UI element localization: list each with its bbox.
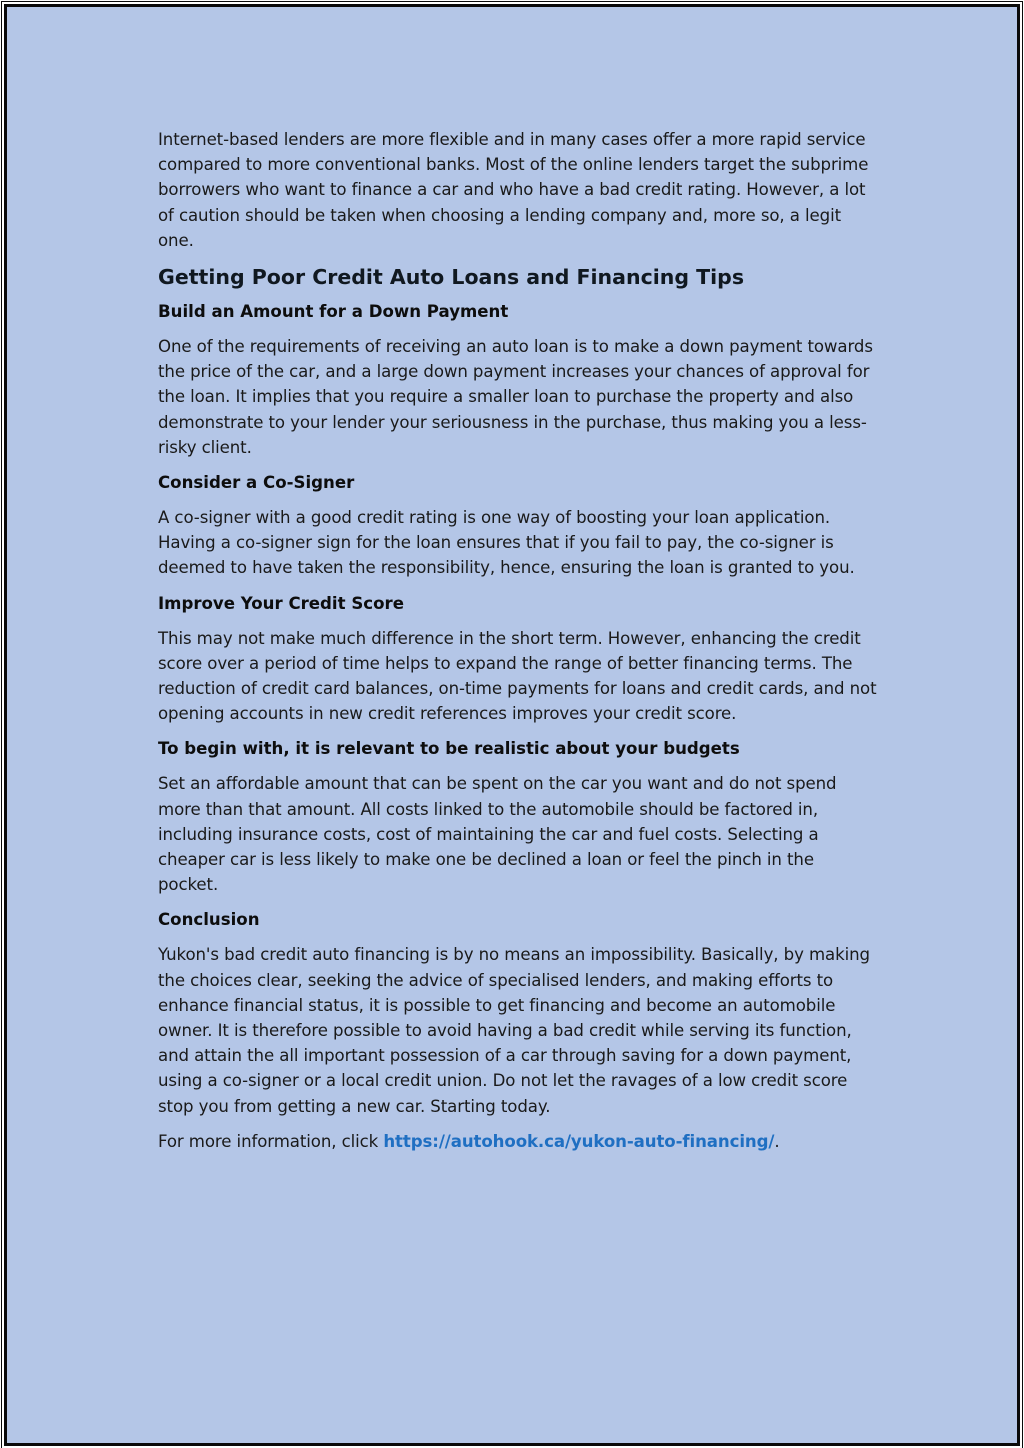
intro-paragraph: Internet-based lenders are more flexible and in many cases offer a more rapid service compared to more conventional banks. Most of the online lenders target the subprime borrowers who want to finance a car and who have a bad credit rating. However, a lot of caution should be taken when choosing a lending company and, more so, a legit one. [158, 130, 869, 250]
section-body-budgets: Set an affordable amount that can be spent on the car you want and do not spend more than that amount. All costs linked to the automobile should be factored in, including insurance costs, cost of maintaining the car and fuel costs. Selecting a cheaper car is less likely to make one be declined a loan or feel the pinch in the pocket. [158, 774, 837, 895]
document-page [4, 4, 1020, 1446]
section-body-co-signer: A co-signer with a good credit rating is one way of boosting your loan application. Having a co-signer sign for the loan ensures that if you fail to pay, the co-signer is deemed to have taken the responsibility, hence, ensuring the loan is granted to you. [158, 508, 855, 578]
document-content [158, 127, 878, 1164]
section-body-credit-score: This may not make much difference in the short term. However, enhancing the credit score over a period of time helps to expand the range of better financing terms. The reduction of credit card balances, on-time payments for loans and credit cards, and not opening accounts in new credit references improves your credit score. [158, 628, 877, 724]
main-heading: Getting Poor Credit Auto Loans and Financing Tips [158, 265, 745, 290]
more-info-link[interactable]: https://autohook.ca/yukon-auto-financing/ [383, 1131, 775, 1151]
more-info-prefix: For more information, click [158, 1131, 384, 1151]
section-body-conclusion: Yukon's bad credit auto financing is by no means an impossibility. Basically, by making the choices clear, seeking the advice of specialised lenders, and making efforts to enhance financial status, it is possible to get financing and become an automobile owner. It is therefore possible to avoid having a bad credit while serving its function, and attain the all important possession of a car through saving for a down payment, using a co-signer or a local credit union. Do not let the ravages of a low credit score stop you from getting a new car. Starting today. [158, 945, 870, 1116]
section-body-down-payment: One of the requirements of receiving an auto loan is to make a down payment towards the price of the car, and a large down payment increases your chances of approval for the loan. It implies that you require a smaller loan to purchase the property and also demonstrate to your lender your seriousness in the purchase, thus making you a less-risky client. [158, 337, 873, 457]
section-heading-conclusion: Conclusion [158, 910, 260, 930]
section-heading-budgets: To begin with, it is relevant to be realistic about your budgets [158, 739, 740, 759]
more-info-suffix: . [774, 1131, 780, 1151]
section-heading-down-payment: Build an Amount for a Down Payment [158, 302, 509, 322]
section-heading-co-signer: Consider a Co-Signer [158, 473, 355, 493]
more-info-line [158, 1129, 878, 1154]
section-heading-credit-score: Improve Your Credit Score [158, 593, 404, 613]
